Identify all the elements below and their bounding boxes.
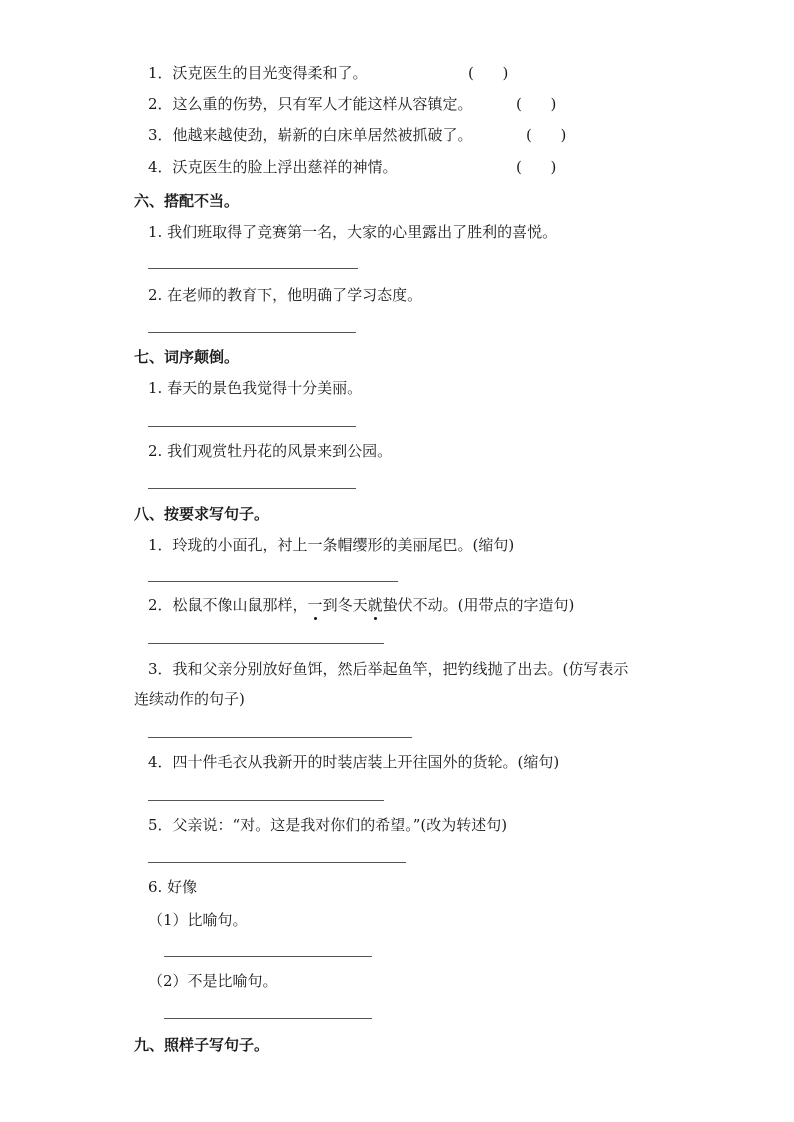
item-text-pre: 2．松鼠不像山鼠那样，: [148, 596, 308, 614]
answer-line[interactable]: [148, 332, 356, 333]
section6-item-1: 1. 我们班取得了竞赛第一名，大家的心里露出了胜利的喜悦。: [148, 223, 558, 241]
section8-item-6-2: （2）不是比喻句。: [148, 972, 278, 990]
answer-line[interactable]: [164, 1018, 372, 1019]
section7-title: 七、词序颠倒。: [134, 348, 240, 366]
section5-item-4: [148, 157, 398, 177]
answer-line[interactable]: [148, 488, 356, 489]
item-number: 1．: [148, 64, 173, 82]
section5-item-1: [148, 63, 368, 83]
answer-paren-1[interactable]: ( ): [468, 64, 509, 82]
item-number: 2．: [148, 95, 173, 113]
item-number: 4．: [148, 158, 173, 176]
section8-item-5: 5．父亲说：“对。这是我对你们的希望。”(改为转述句): [148, 816, 508, 834]
dotted-char: 就: [367, 596, 383, 614]
dotted-char: 一: [307, 596, 323, 614]
section7-item-2: 2. 我们观赏牡丹花的风景来到公园。: [148, 442, 393, 460]
section8-item-1: 1．玲珑的小面孔，衬上一条帽缨形的美丽尾巴。(缩句): [148, 536, 515, 554]
section8-item-2: [148, 595, 574, 615]
item-text-post: 蛰伏不动。(用带点的字造句): [382, 596, 575, 614]
answer-line[interactable]: [148, 737, 412, 738]
section6-title: 六、搭配不当。: [134, 192, 240, 210]
answer-line[interactable]: [148, 581, 398, 582]
answer-line[interactable]: [148, 862, 406, 863]
item-text: 他越来越使劲，崭新的白床单居然被抓破了。: [172, 126, 473, 144]
section5-item-3: [148, 125, 473, 145]
section8-item-6-1: （1）比喻句。: [148, 911, 248, 929]
section8-item-3: 3．我和父亲分别放好鱼饵，然后举起鱼竿，把钓线抛了出去。(仿写表示: [148, 660, 629, 678]
section8-item-4: 4．四十件毛衣从我新开的时装店装上开往国外的货轮。(缩句): [148, 753, 560, 771]
section5-item-2: [148, 94, 473, 114]
item-text-mid: 到冬天: [322, 596, 368, 614]
item-number: 3．: [148, 126, 173, 144]
answer-paren-4[interactable]: ( ): [516, 158, 557, 176]
answer-line[interactable]: [148, 426, 356, 427]
section8-item-6: 6. 好像: [148, 878, 198, 896]
answer-paren-2[interactable]: ( ): [516, 95, 557, 113]
section8-title: 八、按要求写句子。: [134, 505, 270, 523]
item-text: 沃克医生的目光变得柔和了。: [172, 64, 368, 82]
answer-line[interactable]: [148, 268, 358, 269]
section8-item-3-continued: 连续动作的句子): [134, 690, 245, 708]
answer-line[interactable]: [164, 956, 372, 957]
answer-line[interactable]: [148, 800, 384, 801]
answer-paren-3[interactable]: ( ): [526, 126, 567, 144]
item-text: 沃克医生的脸上浮出慈祥的神情。: [172, 158, 398, 176]
section6-item-2: 2. 在老师的教育下，他明确了学习态度。: [148, 286, 423, 304]
section7-item-1: 1. 春天的景色我觉得十分美丽。: [148, 379, 363, 397]
answer-line[interactable]: [148, 643, 384, 644]
item-text: 这么重的伤势，只有军人才能这样从容镇定。: [172, 95, 473, 113]
section9-title: 九、照样子写句子。: [134, 1036, 270, 1054]
